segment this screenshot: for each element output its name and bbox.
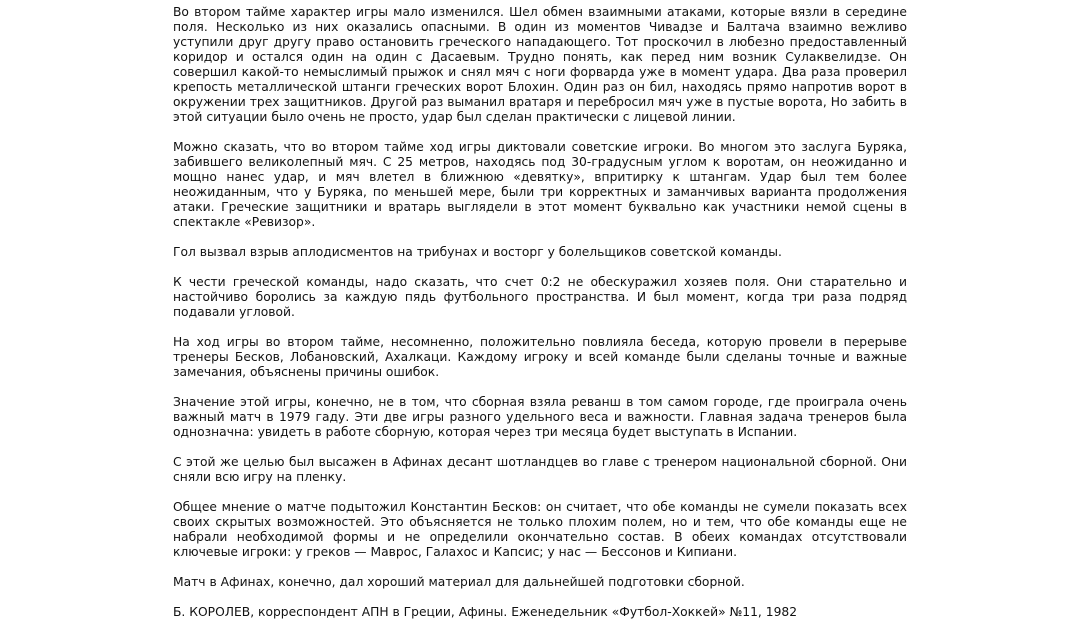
paragraph-beskov-opinion: Общее мнение о матче подытожил Константин Бесков: он считает, что обе команды не сумели показать всех своих скрытых возможностей. Это объясняется не только плохим полем, но и тем, что обе команды еще не набрали необходимой формы и не определили окончательно состав. В обеих командах отсутствовали ключевые игроки: у греков — Маврос, Галахос и Капсис; у нас — Бессонов и Кипиани. — [173, 500, 907, 559]
paragraph-match-meaning: Значение этой игры, конечно, не в том, что сборная взяла реванш в том самом городе, где проиграла очень важный матч в 1979 гаду. Эти две игры разного удельного веса и важности. Главная задача тренеров была однозначна: увидеть в работе сборную, которая через три месяца будет выступать в Испании. — [173, 395, 907, 439]
paragraph-conclusion: Матч в Афинах, конечно, дал хороший материал для дальнейшей подготовки сборной. — [173, 575, 745, 589]
paragraph-scottish-scouts: С этой же целью был высажен в Афинах десант шотландцев во главе с тренером национальной сборной. Они сняли всю игру на пленку. — [173, 455, 907, 484]
paragraph-greek-team: К чести греческой команды, надо сказать, что счет 0:2 не обескуражил хозяев поля. Они старательно и настойчиво боролись за каждую пядь футбольного пространства. И был момент, когда три раза подряд подавали угловой. — [173, 275, 907, 319]
paragraph-second-half: Во втором тайме характер игры мало изменился. Шел обмен взаимными атаками, которые вязли в середине поля. Несколько из них оказались опасными. В один из моментов Чивадзе и Балтача взаимно вежливо уступили друг другу право остановить греческого нападающего. Тот проскочил в любезно предоставленный коридор и остался один на один с Дасаевым. Трудно понять, как перед ним возник Сулаквелидзе. Он совершил какой-то немыслимый прыжок и снял мяч с ноги форварда уже в момент удара. Два раза проверил крепость металлической штанги греческих ворот Блохин. Один раз он бил, находясь прямо напротив ворот в окружении трех защитников. Другой раз выманил вратаря и перебросил мяч уже в пустые ворота, Но забить в этой ситуации было очень не просто, удар был сделан практически с лицевой линии. — [173, 5, 907, 124]
paragraph-applause: Гол вызвал взрыв аплодисментов на трибунах и восторг у болельщиков советской команды. — [173, 245, 782, 259]
paragraph-coaches-talk: На ход игры во втором тайме, несомненно, положительно повлияла беседа, которую провели в перерыве тренеры Бесков, Лобановский, Ахалкаци. Каждому игроку и всей команде были сделаны точные и важные замечания, объяснены причины ошибок. — [173, 335, 907, 379]
paragraph-buryak-goal: Можно сказать, что во втором тайме ход игры диктовали советские игроки. Во многом это заслуга Буряка, забившего великолепный мяч. С 25 метров, находясь под 30-градусным углом к воротам, он неожиданно и мощно нанес удар, и мяч влетел в ближнюю «девятку», впритирку к штангам. Удар был тем более неожиданным, что у Буряка, по меньшей мере, были три корректных и заманчивых варианта продолжения атаки. Греческие защитники и вратарь выглядели в этот момент буквально как участники немой сцены в спектакле «Ревизор». — [173, 140, 907, 229]
article-body — [173, 5, 907, 635]
article-signature: Б. КОРОЛЕВ, корреспондент АПН в Греции, Афины. Еженедельник «Футбол-Хоккей» №11, 1982 — [173, 605, 798, 619]
